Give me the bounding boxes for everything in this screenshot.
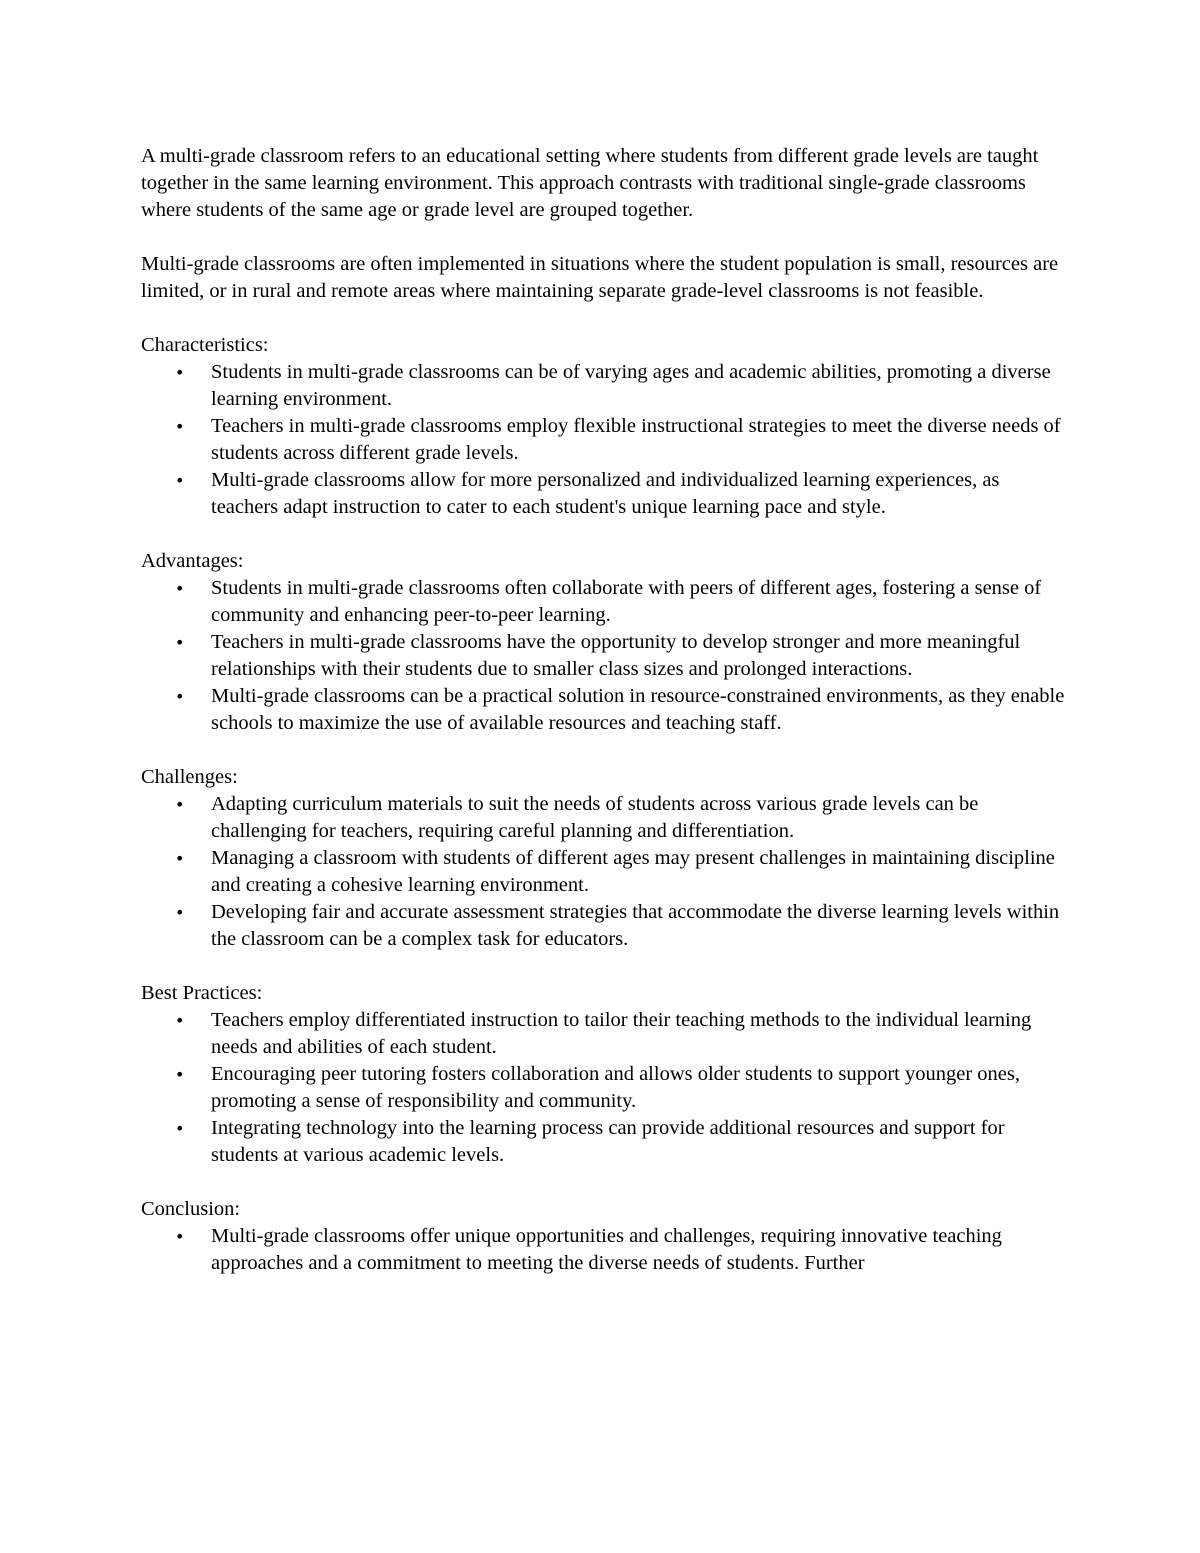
list-item <box>141 359 1066 413</box>
list-item-text: Students in multi-grade classrooms can be of varying ages and academic abilities, promoting a diverse learning environment. <box>211 361 1051 410</box>
section-challenges <box>141 764 1066 953</box>
bullet-icon: • <box>175 903 185 922</box>
list-item <box>141 1115 1066 1169</box>
bullet-list <box>141 791 1066 953</box>
section-best-practices <box>141 980 1066 1169</box>
list-item-text: Students in multi-grade classrooms often collaborate with peers of different ages, fostering a sense of community and enhancing peer-to-peer learning. <box>211 577 1042 626</box>
bullet-icon: • <box>175 795 185 814</box>
list-item-text: Adapting curriculum materials to suit the needs of students across various grade levels can be challenging for teachers, requiring careful planning and differentiation. <box>211 793 979 842</box>
section-heading: Advantages: <box>141 550 244 572</box>
bullet-list <box>141 575 1066 737</box>
list-item <box>141 629 1066 683</box>
list-item <box>141 575 1066 629</box>
bullet-icon: • <box>175 633 185 652</box>
list-item-text: Developing fair and accurate assessment strategies that accommodate the diverse learning levels within the classroom can be a complex task for educators. <box>211 901 1060 950</box>
section-heading: Characteristics: <box>141 334 269 356</box>
list-item-text: Teachers in multi-grade classrooms have the opportunity to develop stronger and more meaningful relationships with their students due to smaller class sizes and prolonged interactions. <box>211 631 1021 680</box>
bullet-list <box>141 359 1066 521</box>
bullet-icon: • <box>175 471 185 490</box>
bullet-icon: • <box>175 1227 185 1246</box>
bullet-icon: • <box>175 1119 185 1138</box>
section-heading: Conclusion: <box>141 1198 241 1220</box>
list-item <box>141 683 1066 737</box>
list-item <box>141 1061 1066 1115</box>
list-item-text: Managing a classroom with students of different ages may present challenges in maintaining discipline and creating a cohesive learning environment. <box>211 847 1055 896</box>
list-item <box>141 467 1066 521</box>
intro-paragraph: A multi-grade classroom refers to an educational setting where students from different grade levels are taught together in the same learning environment. This approach contrasts with traditional single-grade classrooms where students of the same age or grade level are grouped together. <box>141 145 1039 221</box>
list-item-text: Encouraging peer tutoring fosters collaboration and allows older students to support younger ones, promoting a sense of responsibility and community. <box>211 1063 1020 1112</box>
bullet-icon: • <box>175 849 185 868</box>
list-item <box>141 899 1066 953</box>
bullet-list <box>141 1007 1066 1169</box>
list-item <box>141 791 1066 845</box>
bullet-icon: • <box>175 687 185 706</box>
intro-paragraph: Multi-grade classrooms are often implemented in situations where the student population is small, resources are limited, or in rural and remote areas where maintaining separate grade-level classrooms is not feasible. <box>141 253 1059 302</box>
bullet-list <box>141 1223 1066 1277</box>
list-item-text: Integrating technology into the learning process can provide additional resources and support for students at various academic levels. <box>211 1117 1005 1166</box>
section-heading: Challenges: <box>141 766 238 788</box>
section-advantages <box>141 548 1066 737</box>
list-item-text: Multi-grade classrooms offer unique opportunities and challenges, requiring innovative teaching approaches and a commitment to meeting the diverse needs of students. Further <box>211 1225 1002 1274</box>
list-item-text: Teachers in multi-grade classrooms employ flexible instructional strategies to meet the diverse needs of students across different grade levels. <box>211 415 1061 464</box>
list-item <box>141 1007 1066 1061</box>
bullet-icon: • <box>175 579 185 598</box>
section-characteristics <box>141 332 1066 521</box>
section-heading: Best Practices: <box>141 982 263 1004</box>
list-item <box>141 1223 1066 1277</box>
bullet-icon: • <box>175 363 185 382</box>
document-body <box>141 143 1066 1277</box>
list-item-text: Teachers employ differentiated instruction to tailor their teaching methods to the individual learning needs and abilities of each student. <box>211 1009 1032 1058</box>
list-item <box>141 413 1066 467</box>
bullet-icon: • <box>175 417 185 436</box>
list-item-text: Multi-grade classrooms allow for more personalized and individualized learning experiences, as teachers adapt instruction to cater to each student's unique learning pace and style. <box>211 469 1000 518</box>
section-conclusion <box>141 1196 1066 1277</box>
bullet-icon: • <box>175 1065 185 1084</box>
list-item <box>141 845 1066 899</box>
list-item-text: Multi-grade classrooms can be a practical solution in resource-constrained environments, as they enable schools to maximize the use of available resources and teaching staff. <box>211 685 1065 734</box>
bullet-icon: • <box>175 1011 185 1030</box>
